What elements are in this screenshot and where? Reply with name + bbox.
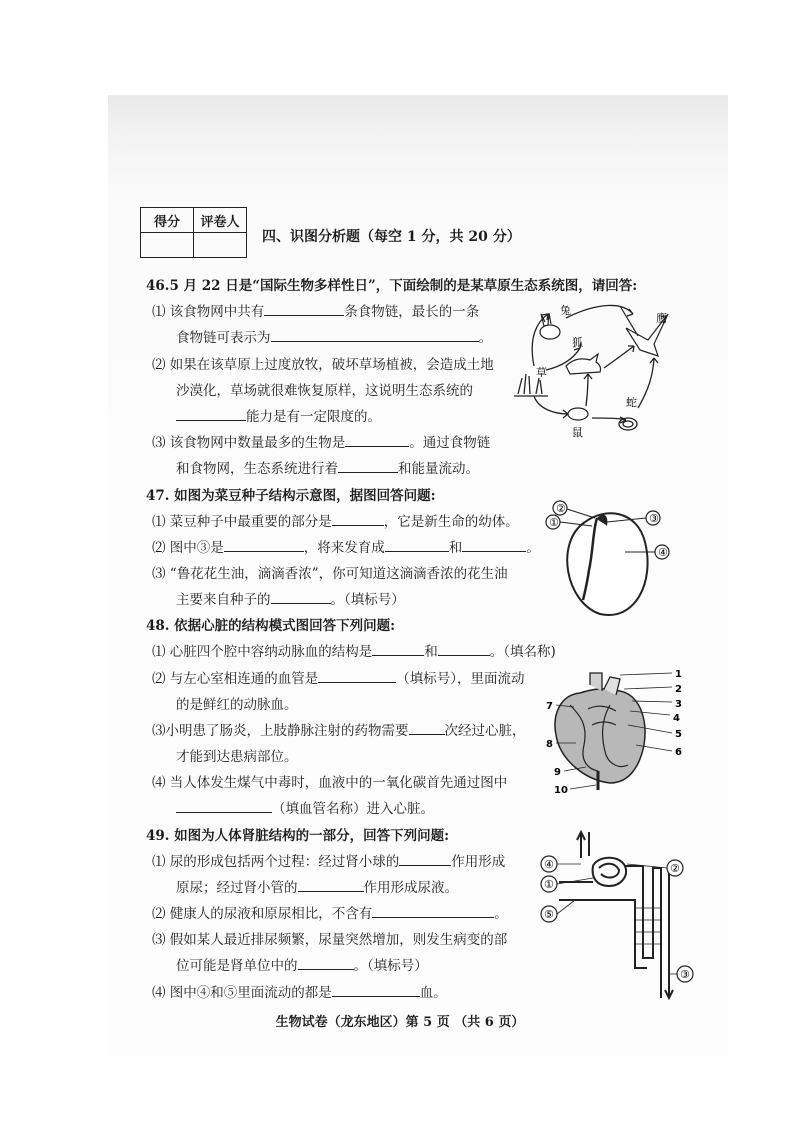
arrow-mouse-fox (586, 374, 588, 406)
q49-part2 (152, 905, 508, 923)
arrow-fox-eagle (604, 346, 634, 368)
grader-header: 评卷人 (194, 208, 247, 233)
q49-p3b-end: 。（填标号） (353, 958, 428, 974)
q46-p1c: 食物链可表示为 (176, 330, 271, 346)
nephron-diagram (535, 828, 695, 1003)
score-table (140, 207, 247, 258)
q48-p4a: ⑷ 当人体发生煤气中毒时，血液中的一氧化碳首先通过图中 (152, 775, 508, 791)
q49-part1-line1 (152, 853, 505, 871)
heart-label-7: 7 (546, 701, 553, 712)
q46-p2b: 沙漠化，草场就很难恢复原样，这说明生态系统的 (176, 383, 473, 399)
q46-blank-self-regulation[interactable] (176, 408, 246, 421)
q48-blank-chamber1[interactable] (372, 643, 424, 656)
q48-p1b: 和 (424, 644, 438, 660)
heart-diagram (540, 665, 690, 800)
seed-label-1: ① (549, 516, 559, 529)
q48-p2c: 的是鲜红的动脉血。 (176, 697, 298, 713)
q47-p2a: ⑵ 图中③是 (152, 540, 224, 556)
q48-p3b: 次经过心脏， (444, 723, 526, 739)
q49-part4 (152, 984, 447, 1002)
heart-label-9: 9 (554, 767, 561, 778)
fox-icon (566, 354, 601, 374)
q46-p2c: 能力是有一定限度的。 (246, 409, 381, 425)
q47-blank-oil-source[interactable] (271, 591, 331, 604)
q47-blank-develop2[interactable] (462, 539, 526, 552)
q47-p3b: 主要来自种子的 (176, 592, 271, 608)
snake-icon (619, 418, 637, 430)
q48-blank-vessel-name[interactable] (176, 800, 272, 813)
q48-part4-line2 (176, 800, 434, 818)
q46-p1b: 条食物链，最长的一条 (344, 304, 480, 320)
q49-p1c: 原尿；经过肾小管的 (176, 880, 298, 896)
glomerulus (599, 864, 619, 878)
q48-p2a: ⑵ 与左心室相连通的血管是 (152, 671, 319, 687)
rabbit-icon (540, 313, 560, 339)
label-fox: 狐 (572, 336, 583, 349)
q48-blank-times[interactable] (409, 722, 445, 735)
arrow-snake-eagle (638, 358, 654, 408)
q46-part3-line2 (176, 460, 479, 478)
q48-p3a: ⑶小明患了肠炎，上肢静脉注射的药物需要 (152, 723, 409, 739)
q46-p3b: 和食物网，生态系统进行着 (176, 461, 338, 477)
nephron-label-4: ④ (544, 858, 554, 871)
q48-part1 (152, 643, 556, 661)
q46-blank-chain-count[interactable] (264, 303, 344, 316)
q47-p2c: 和 (448, 540, 463, 556)
q46-blank-longest-chain[interactable] (271, 329, 479, 342)
q47-part3-line2 (176, 591, 405, 609)
q49-blank-reabsorption[interactable] (298, 879, 364, 892)
heart-label-4: 4 (673, 713, 680, 724)
q47-p2b: ，将来发育成 (303, 540, 385, 556)
food-web-diagram (508, 296, 678, 444)
heart-outline (555, 689, 645, 783)
aorta (590, 673, 602, 691)
q48-p4b: （填血管名称）进入心脏。 (272, 801, 434, 817)
heart-label-5: 5 (675, 729, 682, 740)
q46-part1-line1 (152, 303, 479, 321)
heart-label-2: 2 (675, 684, 682, 695)
seed-label-4: ④ (658, 546, 668, 559)
q49-part1-line2 (176, 879, 458, 897)
nephron-label-2: ② (670, 862, 680, 875)
q47-p1a: ⑴ 菜豆种子中最重要的部分是 (152, 514, 332, 530)
q47-p2d: 。 (526, 540, 540, 556)
q49-part3-line2 (176, 957, 428, 975)
label-rabbit: 兔 (560, 304, 571, 317)
q49-blank-substance[interactable] (372, 905, 494, 918)
label-grass: 草 (536, 366, 547, 379)
renal-capsule (593, 858, 626, 886)
nephron-label-3: ③ (680, 968, 690, 981)
q46-p3a-end: 。通过食物链 (409, 435, 491, 451)
q49-blank-filtration[interactable] (399, 853, 451, 866)
q48-p1c: 。（填名称) (489, 644, 556, 660)
score-cell (141, 233, 194, 258)
nephron-label-1: ① (544, 878, 554, 891)
q47-blank-develop1[interactable] (385, 539, 449, 552)
q49-p1d: 作用形成尿液。 (363, 880, 458, 896)
label-eagle: 鹰 (656, 312, 667, 325)
heart-label-1: 1 (675, 669, 682, 680)
nephron-label-5: ⑤ (544, 908, 554, 921)
q49-p1b: 作用形成 (451, 854, 506, 870)
q46-p3a: ⑶ 该食物网中数量最多的生物是 (152, 435, 346, 451)
seed-outline (567, 513, 647, 615)
q49-blank-blood-type[interactable] (332, 984, 420, 997)
q49-stem: 49. 如图为人体肾脏结构的一部分，回答下列问题: (146, 828, 450, 844)
q48-p1a: ⑴ 心脏四个腔中容纳动脉血的结构是 (152, 644, 373, 660)
q48-blank-chamber2[interactable] (438, 643, 490, 656)
q47-p3b-end: 。（填标号） (330, 592, 405, 608)
q47-p3a: ⑶ “鲁花花生油，滴滴香浓”，你可知道这滴滴香浓的花生油 (152, 566, 508, 582)
q46-part2-line3 (176, 408, 381, 426)
q46-part1-line2 (176, 329, 492, 347)
q48-part2 (152, 670, 525, 688)
grader-cell (194, 233, 247, 258)
q48-stem: 48. 依据心脏的结构模式图回答下列问题: (146, 618, 396, 634)
q47-blank-part3[interactable] (224, 539, 304, 552)
q47-p1b: ，它是新生命的幼体。 (383, 514, 519, 530)
heart-label-10: 10 (554, 785, 568, 796)
q47-part2 (152, 539, 540, 557)
q49-p4a: ⑷ 图中④和⑤里面流动的都是 (152, 985, 332, 1001)
page-footer: 生物试卷（龙东地区）第 5 页 （共 6 页） (275, 1015, 525, 1030)
heart-label-8: 8 (546, 739, 553, 750)
q49-p1a: ⑴ 尿的形成包括两个过程：经过肾小球的 (152, 854, 400, 870)
arrow-grass-mouse (534, 396, 568, 414)
q48-p2b: （填标号），里面流动 (396, 671, 525, 687)
q49-p4b: 血。 (419, 985, 447, 1001)
heart-label-6: 6 (675, 747, 682, 758)
q49-blank-lesion-part[interactable] (298, 957, 354, 970)
q47-stem: 47. 如图为菜豆种子结构示意图，据图回答问题: (146, 488, 436, 504)
q49-p2b: 。 (494, 906, 508, 922)
q47-part1 (152, 513, 519, 531)
q46-p2a: ⑵ 如果在该草原上过度放牧，破坏草场植被，会造成土地 (152, 357, 494, 373)
q48-p3c: 才能到达患病部位。 (176, 749, 298, 765)
q46-stem: 46.5 月 22 日是“国际生物多样性日”，下面绘制的是某草原生态系统图，请回答: (146, 278, 638, 294)
seed-label-2: ② (556, 502, 566, 515)
q49-p3b: 位可能是肾单位中的 (176, 958, 298, 974)
q46-p1c-end: 。 (478, 330, 492, 346)
q46-blank-material-cycle[interactable] (338, 460, 398, 473)
mouse-icon (568, 408, 588, 420)
seed-label-3: ③ (649, 512, 659, 525)
label-snake: 蛇 (626, 396, 637, 409)
q49-p2a: ⑵ 健康人的尿液和原尿相比，不含有 (152, 906, 373, 922)
q46-p3b-end: 和能量流动。 (398, 461, 479, 477)
q48-part3 (152, 722, 526, 740)
arrow-grass-rabbit (532, 314, 548, 366)
q49-p3a: ⑶ 假如某人最近排尿频繁，尿量突然增加，则发生病变的部 (152, 932, 508, 948)
score-header: 得分 (141, 208, 194, 233)
efferent-vessel (559, 882, 647, 968)
q48-blank-vessel-number[interactable] (318, 670, 396, 683)
q47-blank-embryo[interactable] (332, 513, 384, 526)
section-title: 四、识图分析题（每空 1 分，共 20 分） (262, 229, 521, 245)
q46-part3-line1 (152, 434, 490, 452)
heart-label-3: 3 (675, 699, 682, 710)
bean-seed-diagram (545, 492, 675, 622)
label-mouse: 鼠 (572, 426, 583, 439)
q46-blank-most-organism[interactable] (345, 434, 409, 447)
q46-p1a: ⑴ 该食物网中共有 (152, 304, 265, 320)
